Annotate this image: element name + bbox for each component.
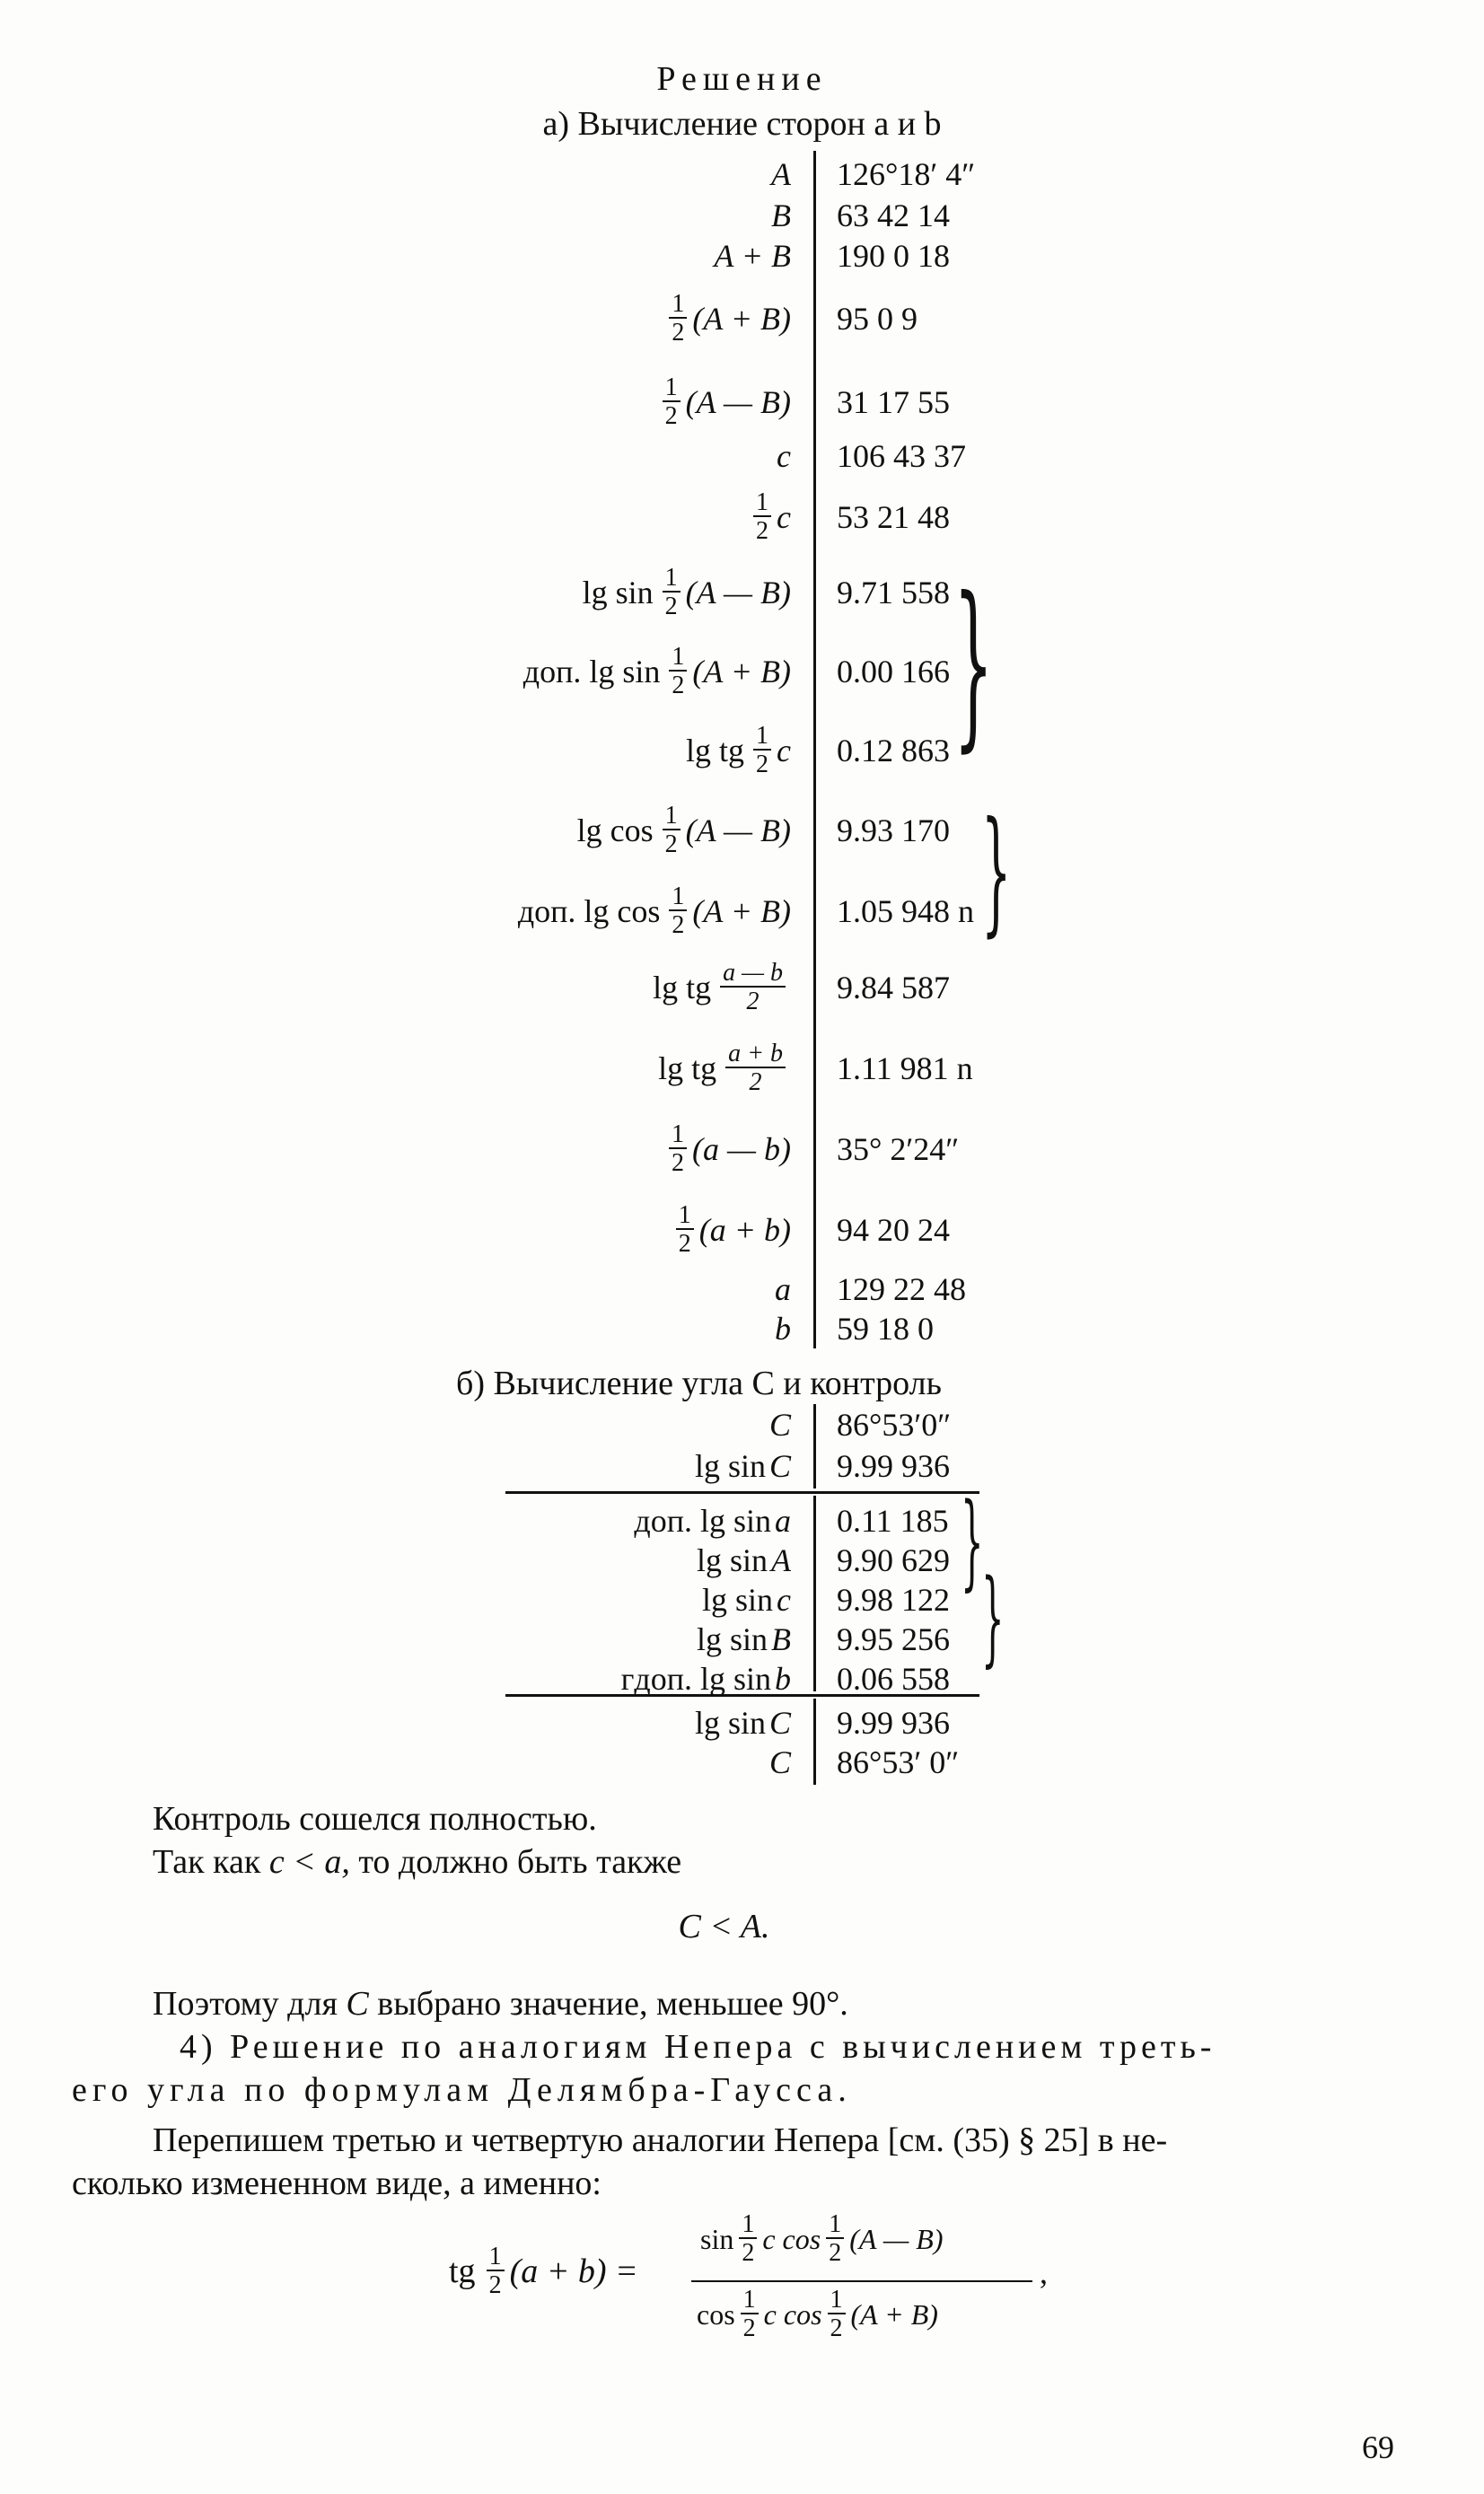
table-b-bottom-row bbox=[0, 1702, 1484, 1743]
table-b-mid-label: доп. lg sin a bbox=[634, 1503, 791, 1539]
table-a-label: A + B bbox=[714, 238, 791, 274]
table-b-bottom-row bbox=[0, 1742, 1484, 1783]
table-a-value: 35° 2′24″ bbox=[837, 1131, 960, 1167]
formula-den-half-2: $\frac{1}{2}$ bbox=[828, 2288, 846, 2341]
since-suffix: то должно быть также bbox=[358, 1843, 682, 1881]
table-b-bottom-value: 86°53′ 0″ bbox=[837, 1744, 960, 1780]
table-b-mid-value: 9.98 122 bbox=[837, 1582, 950, 1618]
formula-trailing: , bbox=[1040, 2254, 1048, 2290]
table-a-value: 95 0 9 bbox=[837, 301, 918, 337]
table-a-label: B bbox=[771, 198, 791, 233]
table-b-top-value: 86°53′0″ bbox=[837, 1407, 952, 1443]
table-b-mid-row bbox=[0, 1501, 1484, 1541]
table-a-value: 1.11 981 n bbox=[837, 1050, 973, 1086]
table-a-row bbox=[0, 283, 1484, 355]
solution-heading: Решение bbox=[656, 60, 828, 98]
table-a-label: lg tg $\frac{1}{2}$ c bbox=[686, 722, 791, 778]
table-b-mid-value: 0.11 185 bbox=[837, 1503, 949, 1539]
table-b-mid-value: 9.95 256 bbox=[837, 1621, 950, 1657]
brace-group-3: } bbox=[961, 1481, 984, 1602]
table-a-label: lg tg $\frac{a + b}{2}$ bbox=[658, 1032, 791, 1104]
fraction: $\frac{1}{2}$ bbox=[669, 292, 687, 346]
table-a-value: 190 0 18 bbox=[837, 238, 950, 274]
table-b-top-row bbox=[0, 1404, 1484, 1445]
formula-lhs-fn: tg bbox=[449, 2253, 476, 2290]
table-a-value: 31 17 55 bbox=[837, 384, 950, 420]
table-a-label: доп. lg cos $\frac{1}{2}$ (A + B) bbox=[517, 883, 791, 939]
delambre-formula bbox=[449, 2207, 1077, 2359]
therefore-suffix: выбрано значение, меньшее 90°. bbox=[377, 1985, 848, 2023]
formula-numerator: sin $\frac{1}{2}$ c cos $\frac{1}{2}$ (A — B) bbox=[700, 2210, 944, 2267]
table-a-value: 53 21 48 bbox=[837, 499, 950, 535]
table-a-row bbox=[0, 235, 1484, 277]
formula-half: $\frac{1}{2}$ bbox=[487, 2244, 505, 2298]
table-b-mid-label: lg sin B bbox=[696, 1621, 791, 1657]
table-b-mid-row bbox=[0, 1659, 1484, 1699]
fraction: $\frac{1}{2}$ bbox=[676, 1203, 694, 1257]
formula-denominator: cos $\frac{1}{2}$ c cos $\frac{1}{2}$ (A + B) bbox=[697, 2286, 938, 2342]
table-a-row bbox=[0, 1269, 1484, 1309]
table-a-row bbox=[0, 636, 1484, 707]
table-b-mid-row bbox=[0, 1541, 1484, 1580]
table-a-label: $\frac{1}{2}$ (A + B) bbox=[663, 283, 791, 355]
section-4-line-2: его угла по формулам Делямбра-Гаусса. bbox=[72, 2071, 852, 2109]
table-a-value: 0.12 863 bbox=[837, 733, 950, 768]
table-b-bottom-label: lg sin C bbox=[694, 1705, 791, 1741]
table-a-row bbox=[0, 436, 1484, 476]
table-a-row bbox=[0, 715, 1484, 786]
table-a-value: 1.05 948 n bbox=[837, 893, 974, 929]
part-a-title: а) Вычисление сторон a и b bbox=[542, 105, 942, 143]
formula-num-half-1: $\frac{1}{2}$ bbox=[739, 2212, 757, 2266]
table-b-mid-value: 9.90 629 bbox=[837, 1542, 950, 1578]
therefore-line bbox=[153, 1982, 1392, 2025]
table-a-value: 59 18 0 bbox=[837, 1311, 934, 1347]
table-a-row bbox=[0, 1194, 1484, 1266]
table-a-label: c bbox=[777, 438, 791, 474]
fraction: $\frac{1}{2}$ bbox=[753, 490, 771, 544]
brace-group-2: } bbox=[981, 794, 1012, 950]
part-b-heading: б) Вычисление угла C и контроль bbox=[456, 1365, 942, 1402]
table-a-label: $\frac{1}{2}$ c bbox=[748, 481, 791, 553]
fraction: $\frac{1}{2}$ bbox=[669, 1122, 687, 1176]
table-b-bottom-label: C bbox=[768, 1744, 791, 1780]
table-a-label: b bbox=[775, 1311, 791, 1347]
section-4-line-1: 4) Решение по аналогиям Непера с вычислением треть- bbox=[180, 2028, 1216, 2066]
table-a-value: 126°18′ 4″ bbox=[837, 156, 976, 192]
table-b-top-value: 9.99 936 bbox=[837, 1448, 950, 1484]
control-text: Контроль сошелся полностью. bbox=[153, 1800, 597, 1838]
table-a-label: lg sin $\frac{1}{2}$ (A — B) bbox=[582, 564, 791, 620]
table-a-value: 94 20 24 bbox=[837, 1212, 950, 1248]
therefore-prefix: Поэтому для bbox=[153, 1985, 338, 2023]
table-a-row bbox=[0, 875, 1484, 947]
table-a-value: 0.00 166 bbox=[837, 654, 950, 689]
table-a-label: A bbox=[771, 156, 791, 192]
table-a-label: a bbox=[775, 1271, 791, 1307]
table-a-row bbox=[0, 481, 1484, 553]
brace-group-1: } bbox=[953, 559, 994, 768]
therefore-var: C bbox=[346, 1985, 369, 2023]
table-a-label: lg tg $\frac{a — b}{2}$ bbox=[653, 952, 791, 1023]
table-b-top-label: lg sin C bbox=[694, 1448, 791, 1484]
fraction: $\frac{1}{2}$ bbox=[663, 566, 681, 619]
table-a-value: 129 22 48 bbox=[837, 1271, 966, 1307]
fraction: $\frac{a — b}{2}$ bbox=[720, 961, 786, 1014]
table-a-label: lg cos $\frac{1}{2}$ (A — B) bbox=[576, 802, 791, 858]
table-a-row bbox=[0, 196, 1484, 235]
inequality: C < A. bbox=[678, 1908, 770, 1945]
table-a-row bbox=[0, 366, 1484, 438]
page-number: 69 bbox=[1362, 2429, 1394, 2465]
table-a-label: доп. lg sin $\frac{1}{2}$ (A + B) bbox=[522, 643, 791, 699]
table-a-row bbox=[0, 1309, 1484, 1348]
table-a-label: $\frac{1}{2}$ (a — b) bbox=[663, 1113, 791, 1185]
table-a-row bbox=[0, 952, 1484, 1023]
table-a-row bbox=[0, 557, 1484, 628]
table-a-row bbox=[0, 1032, 1484, 1104]
formula-bar bbox=[691, 2280, 1032, 2282]
fraction: $\frac{a + b}{2}$ bbox=[725, 1041, 786, 1095]
table-a-value: 106 43 37 bbox=[837, 438, 966, 474]
since-expr: c < a, bbox=[268, 1843, 350, 1881]
table-a-value: 63 42 14 bbox=[837, 198, 950, 233]
brace-group-4: } bbox=[981, 1558, 1005, 1678]
formula-num-half-2: $\frac{1}{2}$ bbox=[826, 2212, 844, 2266]
table-b-mid-label: lg sin c bbox=[702, 1582, 791, 1618]
table-b-mid-row bbox=[0, 1580, 1484, 1620]
table-b-bottom-value: 9.99 936 bbox=[837, 1705, 950, 1741]
since-prefix: Так как bbox=[153, 1843, 261, 1881]
formula-lhs-arg: (a + b) = bbox=[509, 2253, 638, 2290]
table-b-mid-label: lg sin A bbox=[696, 1542, 791, 1578]
rewrite-line-2: сколько измененном виде, а именно: bbox=[72, 2165, 602, 2202]
table-a-row bbox=[0, 154, 1484, 194]
since-line bbox=[153, 1840, 1392, 1884]
table-a-value: 9.93 170 bbox=[837, 812, 950, 848]
table-a-row bbox=[0, 795, 1484, 866]
fraction: $\frac{1}{2}$ bbox=[663, 804, 681, 857]
formula-lhs bbox=[449, 2244, 638, 2298]
table-b-mid-value: 0.06 558 bbox=[837, 1661, 950, 1697]
fraction: $\frac{1}{2}$ bbox=[663, 375, 681, 429]
table-a-label: $\frac{1}{2}$ (a + b) bbox=[671, 1194, 791, 1266]
rewrite-line-1: Перепишем третью и четвертую аналогии Непера [см. (35) § 25] в не- bbox=[153, 2121, 1168, 2159]
fraction: $\frac{1}{2}$ bbox=[753, 724, 771, 777]
part-a-heading bbox=[0, 104, 1484, 144]
fraction: $\frac{1}{2}$ bbox=[669, 884, 687, 938]
table-b-top-label: C bbox=[768, 1407, 791, 1443]
table-a-value: 9.84 587 bbox=[837, 970, 950, 1006]
table-a-value: 9.71 558 bbox=[837, 575, 950, 610]
fraction: $\frac{1}{2}$ bbox=[669, 645, 687, 698]
table-b-top-row bbox=[0, 1445, 1484, 1487]
formula-den-half-1: $\frac{1}{2}$ bbox=[741, 2288, 759, 2341]
table-b-mid-label: ᴦдоп. lg sin b bbox=[620, 1661, 791, 1697]
table-b-mid-row bbox=[0, 1620, 1484, 1659]
table-a-label: $\frac{1}{2}$ (A — B) bbox=[657, 366, 791, 438]
table-a-row bbox=[0, 1113, 1484, 1185]
separator-1 bbox=[505, 1491, 979, 1494]
